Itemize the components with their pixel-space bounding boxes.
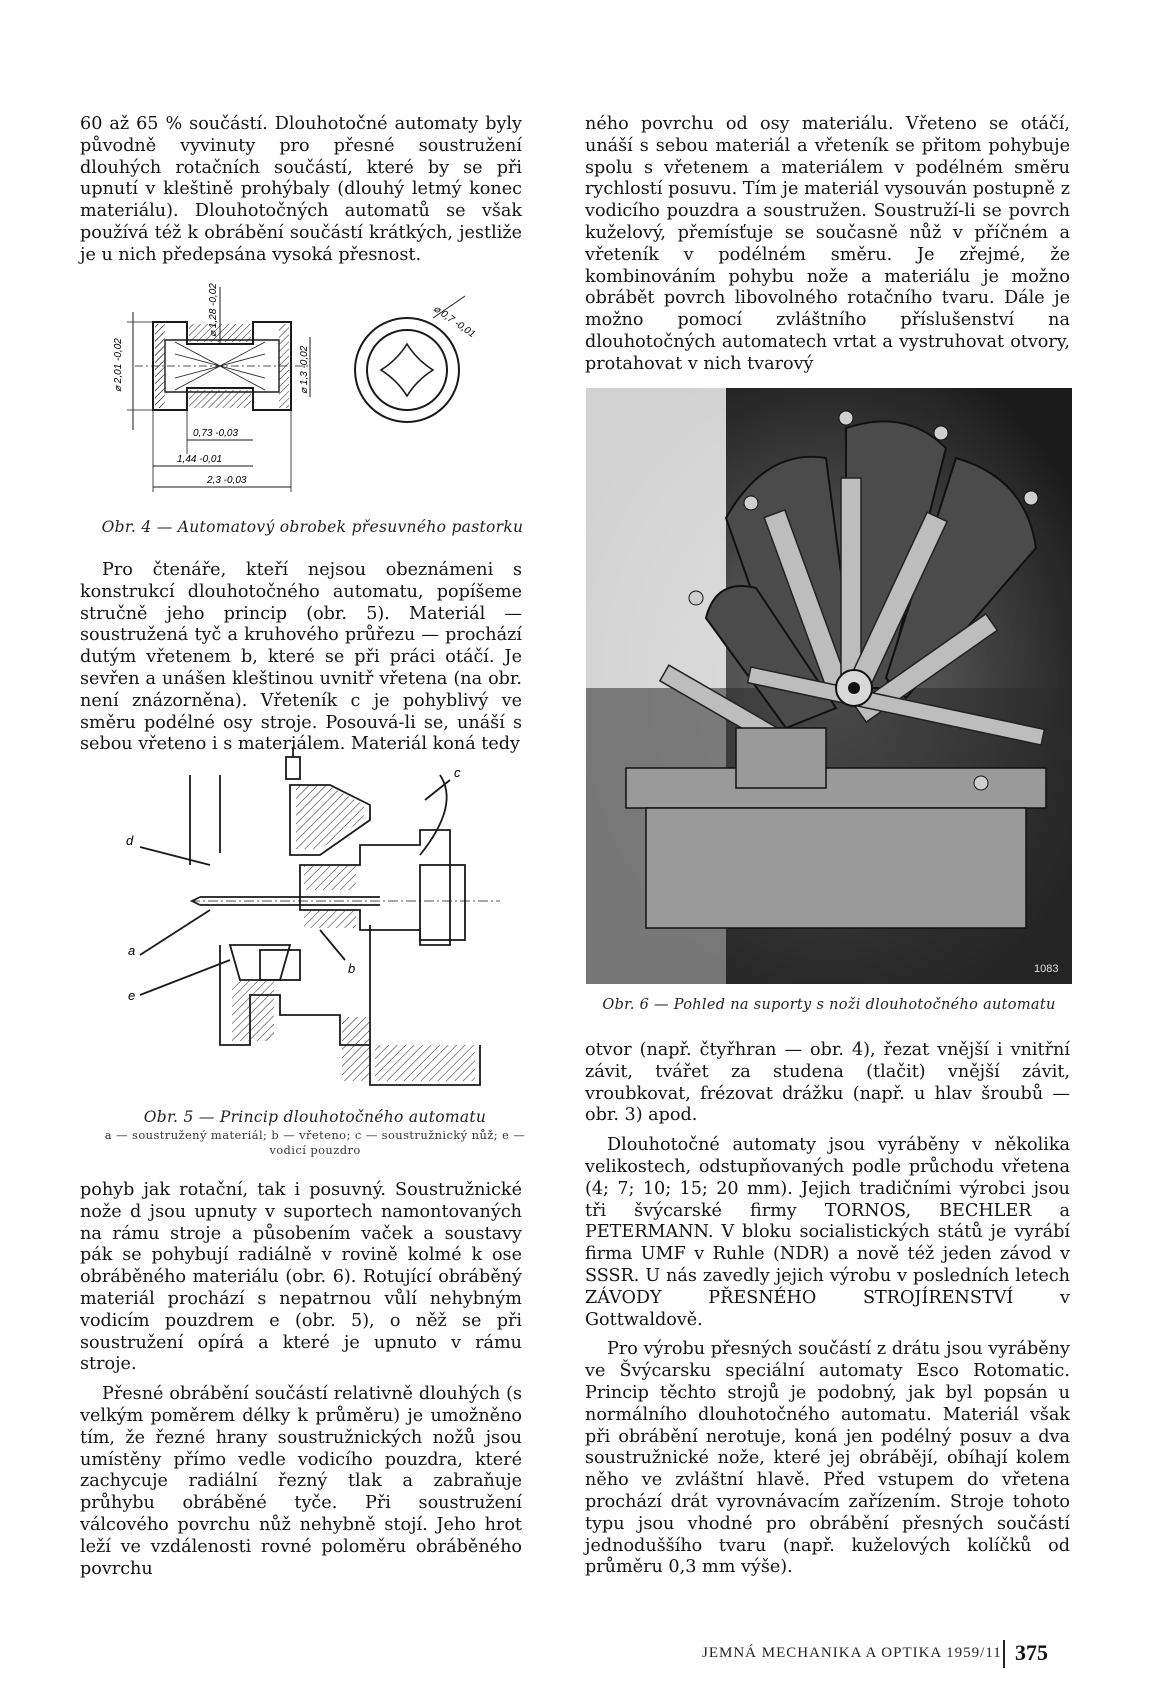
dim-073: 0,73 -0,03 (193, 428, 239, 439)
dim-23: 2,3 -0,03 (207, 475, 247, 486)
left-column-middle (80, 560, 522, 764)
dim-square: ⌀ 0,7 -0,01 (431, 303, 478, 341)
left-column-bottom (80, 1180, 522, 1588)
dim-neck: ⌀ 1,28 -0,02 (208, 283, 219, 337)
dim-outer: ⌀ 2,01 -0,02 (113, 338, 124, 392)
figure-5-caption: Obr. 5 — Princip dlouhotočného automatu (143, 1108, 487, 1126)
figure-6-photo (586, 388, 1072, 984)
machine-illustration (586, 388, 1072, 984)
label-b: b (348, 961, 356, 976)
right-column-top (585, 114, 1070, 384)
footer-divider (1003, 1640, 1005, 1668)
right-column-bottom (585, 1040, 1070, 1587)
dim-144: 1,44 -0,01 (177, 454, 223, 465)
paragraph: 60 až 65 % součástí. Dlouhotočné automaty byly původně vyvinuty pro přesné soustružení dlouhých rotačních součástí, které by se při upnutí v kleštině prohýbaly (dlouhý letmý konec materiálu). Dlouhotočných automatů se však používá též k obrábění součástí krátkých, jestliže je u nich předepsána vysoká přesnost. (80, 114, 522, 265)
label-d: d (126, 833, 134, 848)
photo-number: 1083 (1034, 963, 1059, 975)
figure-5-drawing (120, 745, 510, 1100)
left-column-top (80, 114, 522, 275)
label-a: a (128, 943, 136, 958)
figure-4-drawing (115, 282, 515, 504)
paragraph: ného povrchu od osy materiálu. Vřeteno se otáčí, unáší s sebou materiál a vřeteník se přitom pohybuje spolu s vřetenem a materiálem v podélném směru rychlostí posuvu. Tím je materiál vysouván postupně z vodicího pouzdra a soustružen. Soustruží-li se povrch kuželový, přemísťuje se současně nůž v příčném a vřeteník v podélném směru. Je zřejmé, že kombinováním pohybu nože a materiálu je možno obrábět povrch libovolného rotačního tvaru. Dále je možno pomocí zvláštního příslušenství na dlouhotočných automatech vrtat a vystruhovat otvory, protahovat v nich tvarový (585, 114, 1070, 374)
paragraph: pohyb jak rotační, tak i posuvný. Soustružnické nože d jsou upnuty v suportech namontovaných na rámu stroje a působením vaček a soustavy pák se pohybují radiálně v rovině kolmé k ose obráběného materiálu (obr. 6). Rotující obráběný materiál prochází s nepatrnou vůlí nehybným vodicím pouzdrem e (obr. 5), o něž se při soustružení opírá a které je upnuto v rámu stroje. (80, 1180, 522, 1375)
figure-5-legend: a — soustružený materiál; b — vřeteno; c — soustružnický nůž; e — vodicí pouzdro (104, 1128, 526, 1157)
figure-6-caption: Obr. 6 — Pohled na suporty s noži dlouhotočného automatu (602, 997, 1056, 1013)
paragraph: Pro čtenáře, kteří nejsou obeznámeni s konstrukcí dlouhotočného automatu, popíšeme stručně jeho princip (obr. 5). Materiál — soustružená tyč a kruhového průřezu — prochází dutým vřetenem b, které se při práci otáčí. Je sevřen a unášen kleštinou uvnitř vřetena (na obr. není znázorněna). Vřeteník c je pohyblivý ve směru podélné osy stroje. Posouvá-li se, unáší s sebou vřeteno i s materiálem. Materiál koná tedy (80, 560, 522, 755)
label-e: e (128, 988, 136, 1003)
label-c: c (454, 765, 461, 780)
paragraph: Dlouhotočné automaty jsou vyráběny v několika velikostech, odstupňovaných podle průchodu vřetena (4; 7; 10; 15; 20 mm). Jejich tradičními výrobci jsou tři švýcarské firmy TORNOS, BECHLER a PETERMANN. V bloku socialistických států je vyrábí firma UMF v Ruhle (NDR) a nově též jeden závod v SSSR. U nás zavedly jejich výrobu v posledních letech ZÁVODY PŘESNÉHO STROJÍRENSTVÍ v Gottwaldově. (585, 1135, 1070, 1330)
journal-footer: JEMNÁ MECHANIKA A OPTIKA 1959/11 (702, 1645, 1002, 1661)
paragraph: otvor (např. čtyřhran — obr. 4), řezat vnější i vnitřní závit, tvářet za studena (tlačit) vnější závit, vroubkovat, frézovat drážku (např. u hlav šroubů — obr. 3) apod. (585, 1040, 1070, 1126)
paragraph: Pro výrobu přesných součástí z drátu jsou vyráběny ve Švýcarsku speciální automaty Esco Rotomatic. Princip těchto strojů je podobný, jak byl popsán u normálního dlouhotočného automatu. Materiál však při obrábění nerotuje, koná jen podélný posuv a dva soustružnické nože, které jej obrábějí, obíhají kolem něho ve zvláštní hlavě. Před vstupem do vřetena prochází drát vyrovnávacím zařízením. Stroje tohoto typu jsou vhodné pro obrábění přesných součástí jednoduššího tvaru (např. kuželových kolíčků od průměru 0,3 mm výše). (585, 1339, 1070, 1578)
figure-4-caption: Obr. 4 — Automatový obrobek přesuvného pastorku (101, 518, 524, 536)
dim-bore: ⌀ 1,3 -0,02 (299, 345, 310, 394)
paragraph: Přesné obrábění součástí relativně dlouhých (s velkým poměrem délky k průměru) je umožněno tím, že řezné hrany soustružnických nožů jsou umístěny přímo vedle vodicího pouzdra, které zachycuje radiální řezný tlak a zabraňuje průhybu obráběné tyče. Při soustružení válcového povrchu nůž nehybně stojí. Jeho hrot leží ve vzdálenosti rovné poloměru obráběného povrchu (80, 1384, 522, 1579)
page-number: 375 (1015, 1640, 1048, 1665)
